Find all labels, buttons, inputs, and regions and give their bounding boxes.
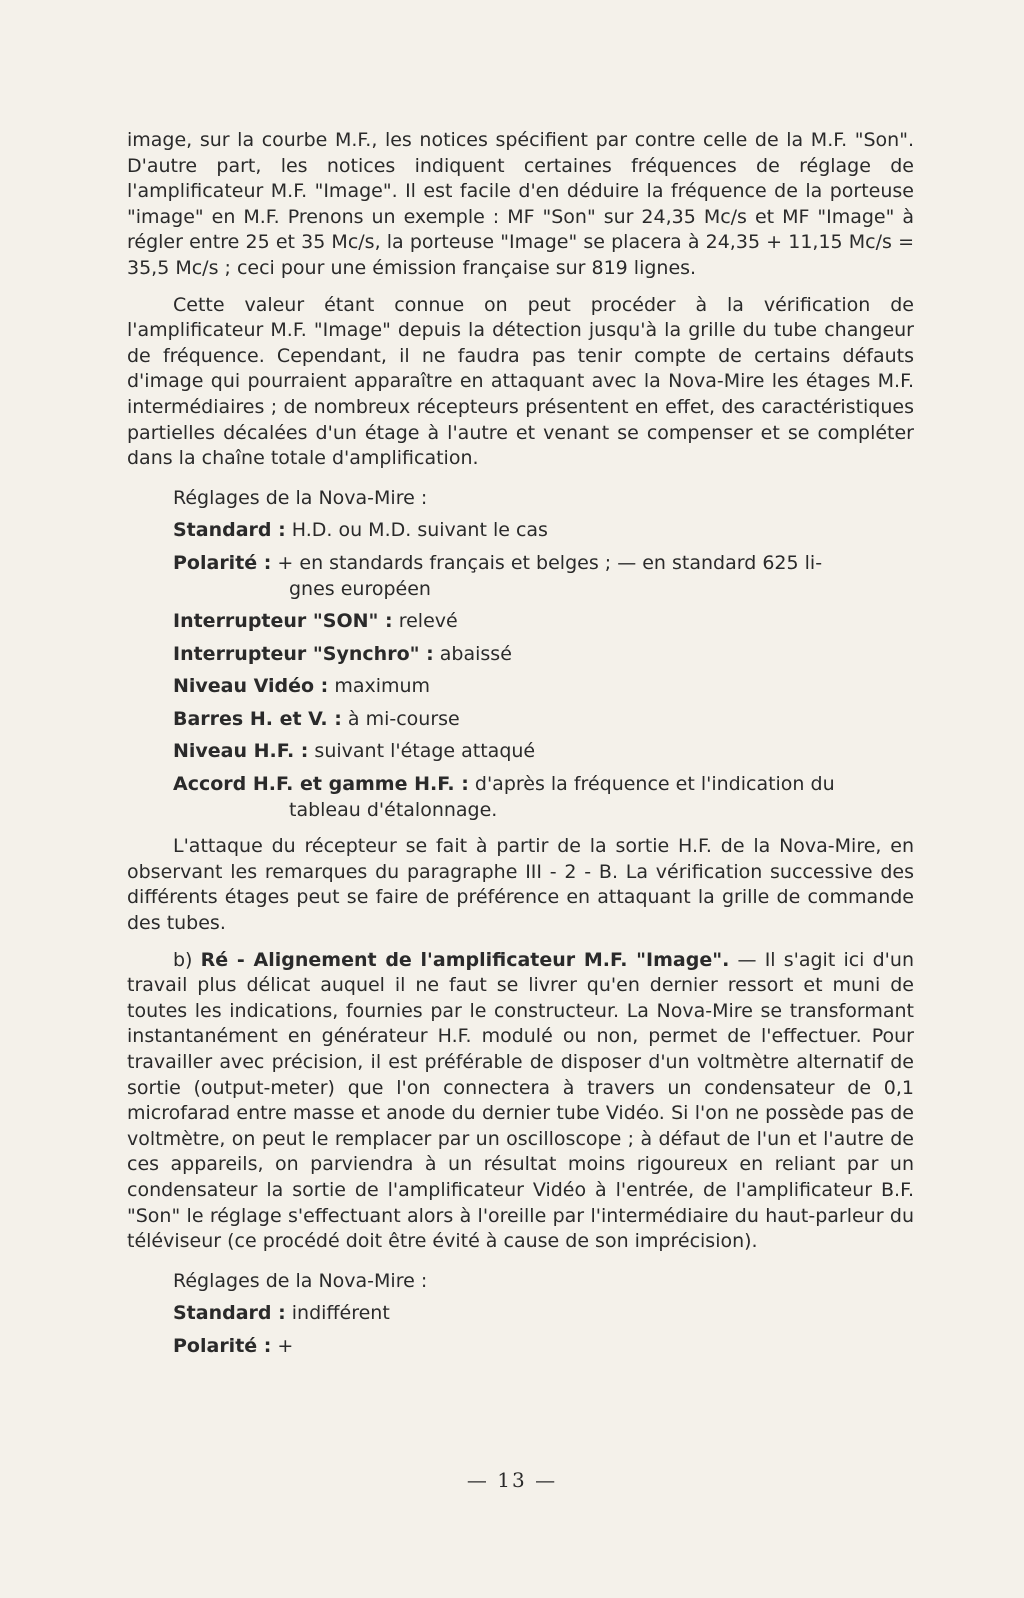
setting-polarite: Polarité : + en standards français et belges ; — en standard 625 li- gnes européen xyxy=(173,551,823,600)
paragraph-2: Cette valeur étant connue on peut procéder à la vérification de l'amplificateur M.F. "Image" depuis la détection jusqu'à la grille du tube changeur de fréquence. Cependant, il ne faudra pas tenir compte de certains défauts d'image qui pourraient apparaître en attaquant avec la Nova-Mire les étages M.F. intermédiaires ; de nombreux récepteurs présentent en effet, des caractéristiques partielles décalées d'un étage à l'autre et venant se compenser et se compléter dans la chaîne totale d'amplification. xyxy=(127,293,914,470)
section-title: Ré - Alignement de l'amplificateur M.F. "Image". xyxy=(200,948,730,971)
setting-niveau-hf: Niveau H.F. : suivant l'étage attaqué xyxy=(173,740,536,763)
setting-niveau-video: Niveau Vidéo : maximum xyxy=(173,675,431,698)
paragraph-4: b) Ré - Alignement de l'amplificateur M.F. "Image". — Il s'agit ici d'un travail plus délicat auquel il ne faut se livrer qu'en dernier ressort et muni de toutes les indications, fournies par le constructeur. La Nova-Mire se transformant instantanément en générateur H.F. modulé ou non, permet de l'effectuer. Pour travailler avec précision, il est préférable de disposer d'un voltmètre alternatif de sortie (output-meter) que l'on connectera à travers un condensateur de 0,1 microfarad entre masse et anode du dernier tube Vidéo. Si l'on ne possède pas de voltmètre, on peut le remplacer par un oscilloscope ; à défaut de l'un et l'autre de ces appareils, on parviendra à un résultat moins rigoureux en reliant par un condensateur la sortie de l'amplificateur Vidéo à l'entrée, de l'amplificateur B.F. "Son" le réglage s'effectuant alors à l'oreille par l'intermédiaire du haut-parleur du téléviseur (ce procédé doit être évité à cause de son imprécision). xyxy=(127,948,914,1253)
page-number: — 13 — xyxy=(466,1468,558,1492)
paragraph-3: L'attaque du récepteur se fait à partir de la sortie H.F. de la Nova-Mire, en observant les remarques du paragraphe III - 2 - B. La vérification successive des différents étages peut se faire de préférence en attaquant la grille de commande des tubes. xyxy=(127,835,914,935)
setting-interrupteur-son: Interrupteur "SON" : relevé xyxy=(173,610,458,633)
setting-standard: Standard : H.D. ou M.D. suivant le cas xyxy=(173,519,548,542)
setting-accord-hf: Accord H.F. et gamme H.F. : d'après la fréquence et l'indication du tableau d'étalonnage. xyxy=(173,773,835,821)
settings-heading-a: Réglages de la Nova-Mire : xyxy=(173,486,428,509)
setting-interrupteur-synchro: Interrupteur "Synchro" : abaissé xyxy=(173,642,512,665)
settings-list-a xyxy=(127,518,914,823)
settings-heading-b: Réglages de la Nova-Mire : xyxy=(173,1269,428,1292)
paragraph-1: image, sur la courbe M.F., les notices spécifient par contre celle de la M.F. "Son". D'autre part, les notices indiquent certaines fréquences de réglage de l'amplificateur M.F. "Image". Il est facile d'en déduire la fréquence de la porteuse "image" en M.F. Prenons un exemple : MF "Son" sur 24,35 Mc/s et MF "Image" à régler entre 25 et 35 Mc/s, la porteuse "Image" se placera à 24,35 + 11,15 Mc/s = 35,5 Mc/s ; ceci pour une émission française sur 819 lignes. xyxy=(127,129,914,279)
setting-standard-b: Standard : indifférent xyxy=(173,1302,390,1325)
settings-list-b xyxy=(127,1301,914,1359)
setting-polarite-b: Polarité : + xyxy=(173,1334,294,1357)
setting-barres: Barres H. et V. : à mi-course xyxy=(173,707,460,730)
